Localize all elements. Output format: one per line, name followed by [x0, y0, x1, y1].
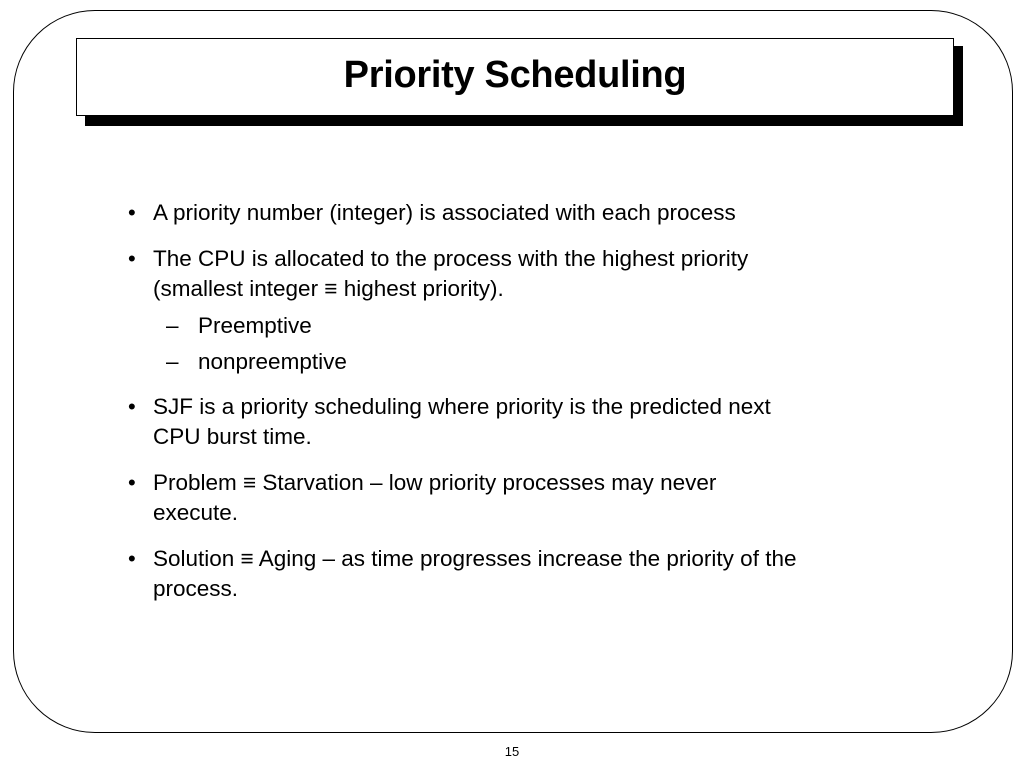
- bullet-line: The CPU is allocated to the process with the highest priority: [153, 245, 749, 271]
- bullet-line: CPU burst time.: [153, 424, 312, 449]
- bullet-icon: •: [128, 393, 136, 419]
- bullet-line: Solution ≡ Aging – as time progresses increase the priority of the: [153, 545, 797, 571]
- bullet-line: A priority number (integer) is associated with each process: [153, 200, 736, 225]
- sub-list: [166, 311, 914, 377]
- bullet-icon: •: [128, 245, 136, 271]
- sub-item-label: Preemptive: [198, 312, 312, 338]
- bullet-line: Problem ≡ Starvation – low priority processes may never: [153, 469, 717, 495]
- dash-icon: –: [166, 312, 179, 338]
- bullet-icon: •: [128, 545, 136, 571]
- title-box: [76, 38, 954, 116]
- bullet-item: [124, 544, 914, 605]
- page-number: 15: [504, 744, 520, 759]
- dash-icon: –: [166, 348, 179, 374]
- bullet-line: process.: [153, 576, 239, 601]
- sub-item: [166, 311, 914, 341]
- bullet-item: [124, 392, 914, 453]
- sub-item-label: nonpreemptive: [198, 348, 347, 374]
- slide-title: Priority Scheduling: [343, 53, 687, 96]
- bullet-item: [124, 468, 914, 529]
- bullet-icon: •: [128, 469, 136, 495]
- bullet-list: [124, 198, 914, 620]
- bullet-line: SJF is a priority scheduling where priority is the predicted next: [153, 393, 771, 419]
- bullet-line: (smallest integer ≡ highest priority).: [153, 276, 504, 301]
- sub-item: [166, 347, 914, 377]
- bullet-item: [124, 244, 914, 377]
- bullet-item: [124, 198, 914, 229]
- bullet-line: execute.: [153, 500, 239, 525]
- bullet-icon: •: [128, 200, 136, 225]
